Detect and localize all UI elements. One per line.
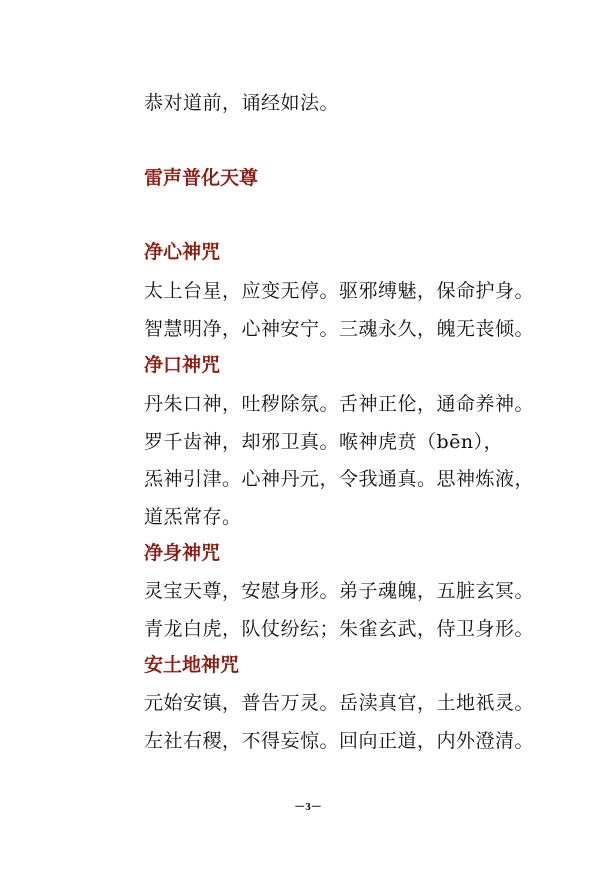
verse-line: 智慧明净，心神安宁。三魂永久，魄无丧倾。 (144, 318, 535, 340)
page-number: －3－ (294, 801, 322, 813)
section-heading-jingxin: 净心神咒 (144, 241, 221, 263)
verse-line: 元始安镇，普告万灵。岳渎真官，土地祇灵。 (144, 692, 535, 714)
verse-line: 青龙白虎，队仗纷纭；朱雀玄武，侍卫身形。 (144, 618, 535, 640)
verse-line: 左社右稷，不得妄惊。回向正道，内外澄清。 (144, 730, 535, 752)
main-title: 雷声普化天尊 (144, 167, 259, 189)
intro-line: 恭对道前，诵经如法。 (144, 92, 340, 114)
section-heading-jingshen: 净身神咒 (144, 542, 221, 564)
verse-line: 灵宝天尊，安慰身形。弟子魂魄，五脏玄冥。 (144, 580, 535, 602)
verse-line: 罗千齿神，却邪卫真。喉神虎贲（bēn）， (144, 431, 504, 453)
verse-line: 太上台星，应变无停。驱邪缚魅，保命护身。 (144, 280, 535, 302)
section-heading-antudi: 安土地神咒 (144, 654, 240, 676)
section-heading-jingkou: 净口神咒 (144, 354, 221, 376)
verse-line: 丹朱口神，吐秽除氛。舌神正伦，通命养神。 (144, 393, 535, 415)
verse-line: 炁神引津。心神丹元，令我通真。思神炼液， (144, 468, 535, 490)
verse-line: 道炁常存。 (144, 506, 242, 528)
